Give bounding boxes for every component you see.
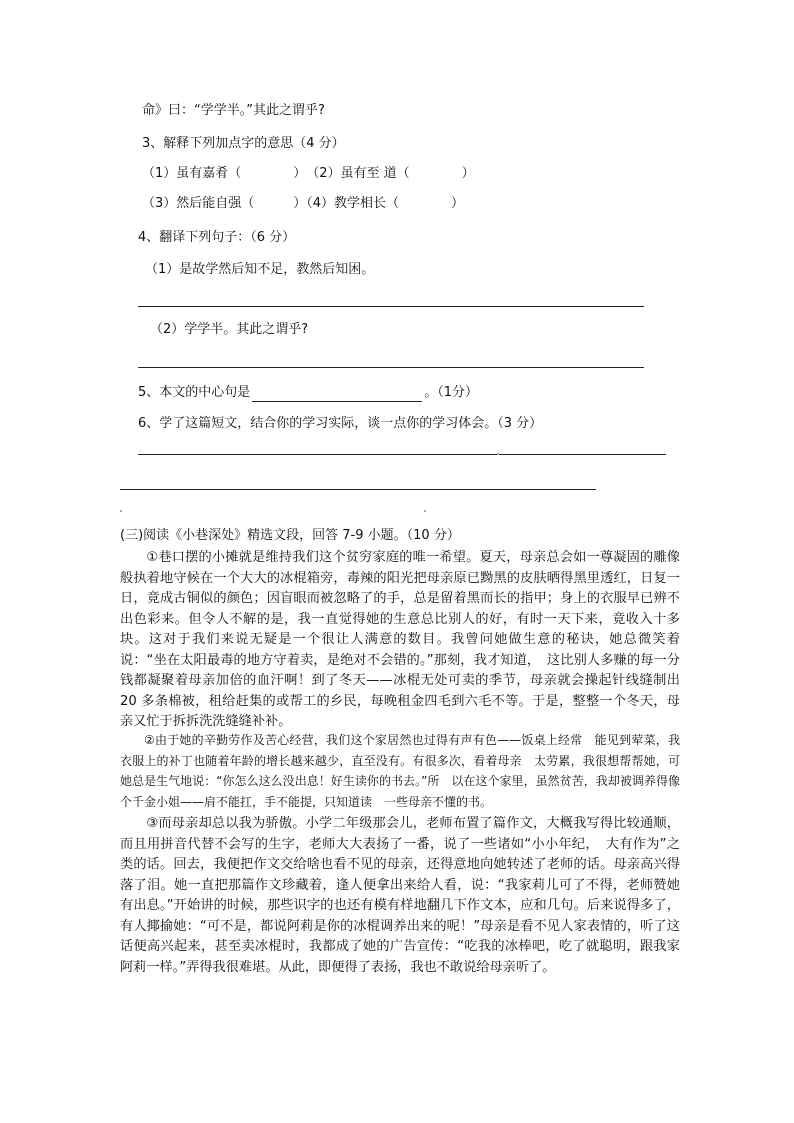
passage-paragraph-1 (120, 548, 680, 733)
scan-dot (120, 510, 122, 512)
paragraph-3-text: ③而母亲却总以我为骄傲。小学二年级那会儿，老师布置了篇作文，大概我写得比较通顺，而且用拼音代替不会写的生字，老师大大表扬了一番，说了一些诸如“小小年纪， 大有作为”之类的话。回去，我便把作文交给啥也看不见的母亲，还得意地向她转述了老师的话。母亲高兴得落了泪。她一直把那篇作文珍藏着，逢人便拿出来给人看，说：“我家莉儿可了不得，老师赞她有出息。”开始讲的时候，那些识字的也还有模有样地翻几下作文本，应和几句。后来说得多了，有人揶揄她：“可不是，都说阿莉是你的冰棍调养出来的呢！”母亲是看不见人家表情的，听了这话便高兴起来，甚至卖冰棍时，我都成了她的广告宣传：“吃我的冰棒吧，吃了就聪明，跟我家阿莉一样。”弄得我很难堪。从此，即便得了表扬，我也不敢说给母亲听了。 (120, 816, 680, 975)
line-proverb-end: 命》曰：“学学半。”其此之谓乎? (142, 103, 325, 118)
passage-paragraph-2 (120, 730, 680, 812)
question-4-heading: 4、翻译下列句子：（6 分） (138, 230, 296, 245)
question-5-suffix: 。（1分） (424, 385, 479, 400)
answer-line-4-2[interactable] (138, 367, 644, 368)
question-4-item-2: （2）学学半。其此之谓乎? (150, 322, 309, 337)
answer-line-4-1[interactable] (138, 306, 644, 307)
question-4-item-1: （1）是故学然后知不足，教然后知困。 (145, 262, 375, 277)
answer-blank-5[interactable] (252, 387, 422, 402)
answer-line-6-1[interactable] (138, 454, 666, 455)
passage-paragraph-3 (120, 814, 680, 978)
answer-line-6-2[interactable] (120, 489, 596, 490)
question-5-prefix: 5、本文的中心句是 (138, 385, 251, 400)
scan-dot (497, 453, 499, 455)
scan-dot (424, 510, 426, 512)
question-5 (138, 384, 478, 402)
paragraph-1-text: ①巷口摆的小摊就是维持我们这个贫穷家庭的唯一希望。夏天，母亲总会如一尊凝固的雕像般执着地守候在一个大大的冰棍箱旁，毒辣的阳光把母亲原已黝黑的皮肤晒得黑里透红，日复一日，竟成古铜似的颜色；因盲眼而被忽略了的手，总是留着黑而长的指甲；身上的衣服早已辨不出色彩来。但令人不解的是，我一直觉得她的生意总比别人的好，有时一天下来，竟收入十多块。这对于我们来说无疑是一个很让人满意的数目。我曾问她做生意的秘诀，她总微笑着说：“坐在太阳最毒的地方守着卖，是绝对不会错的。”那刻，我才知道， 这比别人多赚的每一分钱都凝聚着母亲加倍的血汗啊！到了冬天——冰棍无处可卖的季节，母亲就会操起针线缝制出 20 多条棉被，租给赶集的或帮工的乡民，每晚租金四毛到六毛不等。于是，整整一个冬天，母亲又忙于拆拆洗洗缝缝补补。 (120, 550, 680, 729)
paragraph-2-text: ②由于她的辛勤劳作及苦心经营，我们这个家居然也过得有声有色——饭桌上经常 能见到荤菜，我衣服上的补丁也随着年龄的增长越来越少，直至没有。有很多次，看着母亲 太劳累，我很想帮帮她，可她总是生气地说：“你怎么这么没出息！好生读你的书去。”所 以在这个家里，虽然贫苦，我却被调养得像个千金小姐——肩不能扛，手不能提，只知道读 一些母亲不懂的书。 (120, 733, 680, 809)
question-3-row-1: （1）虽有嘉肴（ ） （2）虽有至 道（ ） (142, 166, 475, 181)
section-3-heading: (三)阅读《小巷深处》精选文段，回答 7-9 小题。（10 分） (120, 528, 460, 543)
question-6: 6、学了这篇短文，结合你的学习实际，谈一点你的学习体会。（3 分） (138, 416, 543, 431)
question-3-row-2: （3）然后能自强（ ）（4）教学相长（ ） (142, 196, 465, 211)
question-3-heading: 3、解释下列加点字的意思（4 分） (142, 136, 345, 151)
